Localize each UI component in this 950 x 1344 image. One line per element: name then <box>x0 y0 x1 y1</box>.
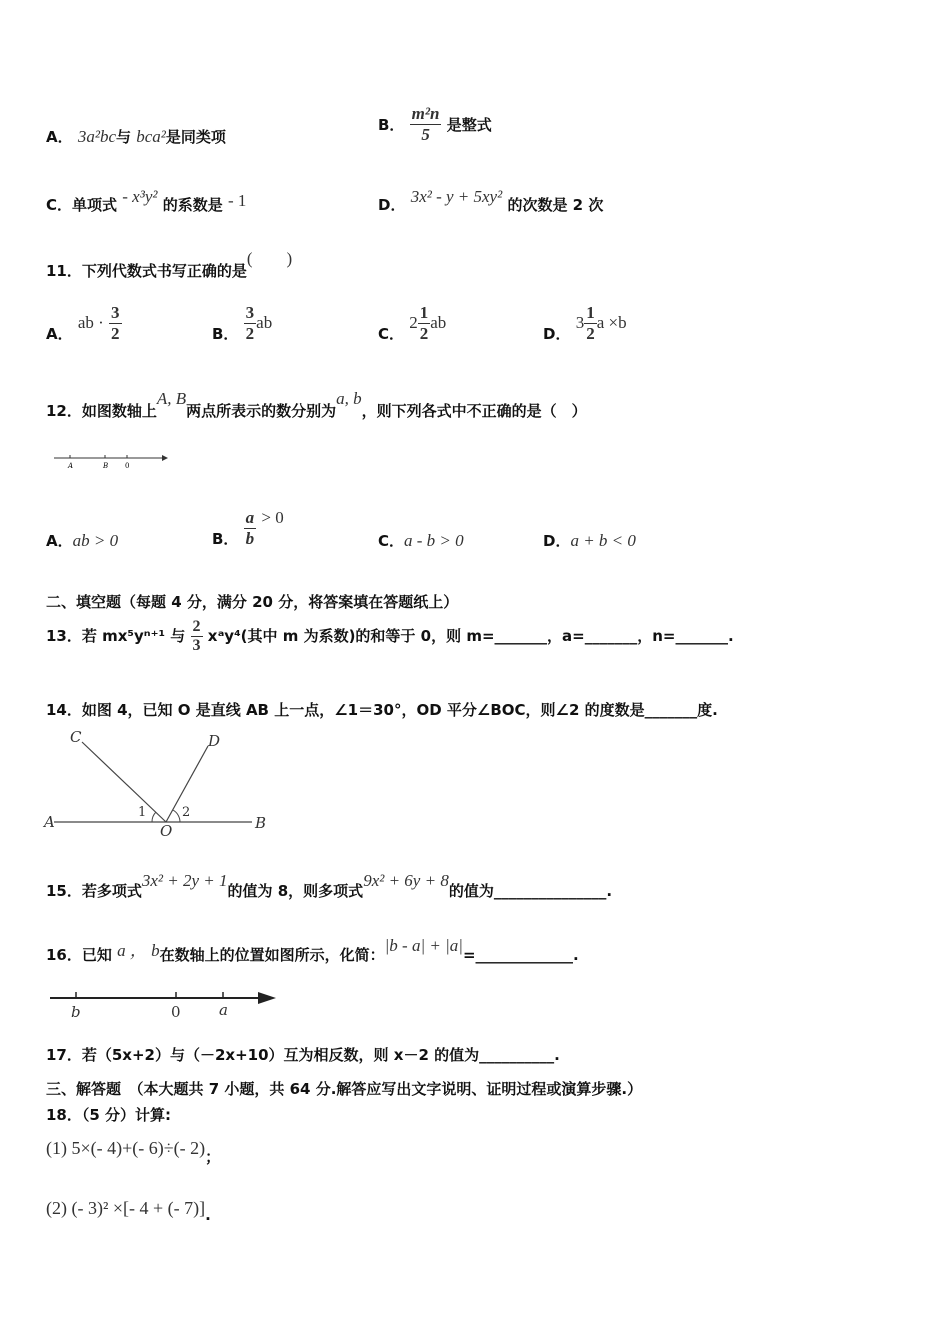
q10-a-expr2: bca² <box>136 127 166 146</box>
label-a: A <box>44 813 55 831</box>
axis-label-b: B <box>103 462 109 470</box>
axis-label-zero: 0 <box>125 462 130 470</box>
section-3-heading: 三、解答题 （本大题共 7 小题，共 64 分.解答应写出文字说明、证明过程或演算步骤.） <box>46 1080 643 1098</box>
q10-option-b: B． $\frac{\text{m²n}}{5}$ 是整式 <box>378 104 492 144</box>
axis-label-zero: 0 <box>171 1003 181 1021</box>
axis-label-a: a <box>219 1001 228 1019</box>
label-b: B <box>255 814 267 832</box>
q12-option-a: A．ab > 0 <box>46 531 119 550</box>
angle-2-label: 2 <box>182 805 191 820</box>
q18-part-1: (1) 5×(- 4)+(- 6)÷(- 2)； <box>46 1138 221 1166</box>
q17: 17．若（5x+2）与（－2x+10）互为相反数，则 x－2 的值为__________. <box>46 1046 560 1064</box>
q11-option-a: A． ab · $\frac{3}{2}$ <box>46 303 120 343</box>
q12-stem: 12．如图数轴上A, B两点所表示的数分别为a, b，则下列各式中不正确的是（ ） <box>46 389 587 420</box>
q11-option-b: B． $\frac{3}{2}$ ab <box>212 303 273 343</box>
q12-number-line <box>50 450 170 472</box>
q12-option-b: B． $\frac{a}{b}$ > 0 <box>212 508 284 548</box>
q18-part-2: (2) (- 3)² ×[- 4 + (- 7)]. <box>46 1198 211 1224</box>
q16: 16．已知 a ， b在数轴上的位置如图所示，化简：|b - a| + |a|=_____________. <box>46 936 579 964</box>
angle-1-label: 1 <box>138 805 147 820</box>
q16-number-line <box>48 988 280 1022</box>
q10-option-d: D． 3x² - y + 5xy² 的次数是 2 次 <box>378 187 604 214</box>
q10-b-fraction: $\frac{\text{m²n}}{5}$ <box>411 104 440 144</box>
label-c: C <box>70 728 82 746</box>
q10-option-a: A． 3a²bc与 bca²是同类项 <box>46 127 226 146</box>
q12-option-c: C．a - b > 0 <box>378 531 464 550</box>
q11-option-d: D． 3 $\frac{1}{2}$ a ×b <box>543 303 627 343</box>
q11-option-c: C． 2 $\frac{1}{2}$ ab <box>378 303 447 343</box>
q18-stem: 18．（5 分）计算: <box>46 1106 172 1124</box>
q12-option-d: D．a + b < 0 <box>543 531 636 550</box>
q10-a-expr1: 3a²bc <box>77 127 116 146</box>
q14-angle-figure <box>40 728 280 840</box>
q10-option-c: C．单项式 - x³y² 的系数是 - 1 <box>46 187 247 214</box>
q15: 15．若多项式3x² + 2y + 1的值为 8，则多项式9x² + 6y + 8的值为_______________. <box>46 871 613 900</box>
q13: 13．若 mx⁵yⁿ⁺¹ 与 $\frac{2}{3}$ xᵃy⁴(其中 m 为系数)的和等于 0，则 m=_______，a=_______，n=_______. <box>46 618 734 654</box>
q14-stem: 14．如图 4，已知 O 是直线 AB 上一点，∠1＝30°，OD 平分∠BOC，则∠2 的度数是_______度. <box>46 701 718 719</box>
label-d: D <box>208 732 221 750</box>
axis-label-b: b <box>71 1003 81 1021</box>
section-2-heading: 二、填空题（每题 4 分，满分 20 分，将答案填在答题纸上） <box>46 593 459 611</box>
q11-stem: 11．下列代数式书写正确的是( ) <box>46 249 293 280</box>
label-o: O <box>160 822 173 840</box>
axis-label-a: A <box>68 462 74 470</box>
